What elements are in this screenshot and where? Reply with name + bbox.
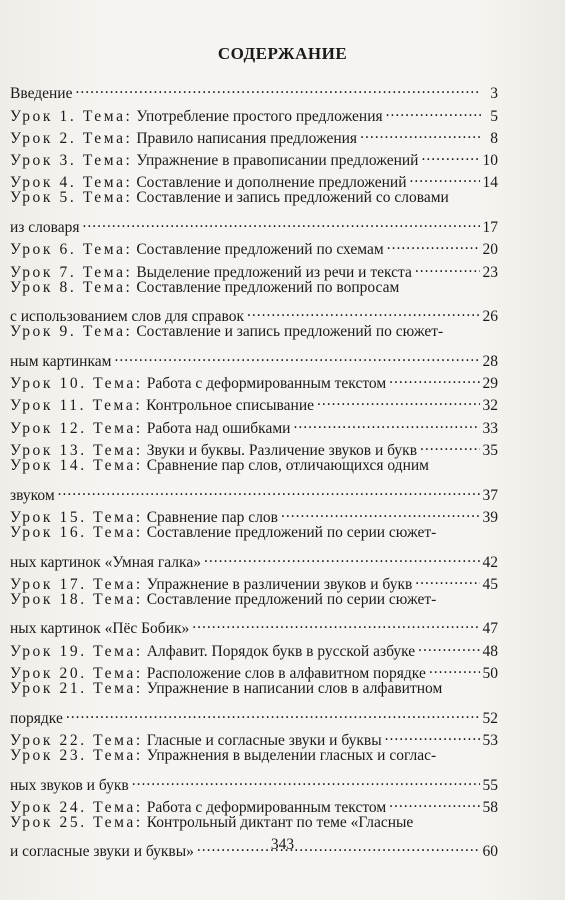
toc-topic-text: Правило написания предложения xyxy=(132,129,358,147)
toc-topic-text: Составление предложений по схемам xyxy=(132,241,384,259)
toc-page-number: 55 xyxy=(482,776,498,794)
toc-topic-text: порядке xyxy=(10,709,63,727)
toc-line xyxy=(10,277,498,299)
toc-topic-text: Звуки и буквы. Различение звуков и букв xyxy=(142,442,418,460)
toc-topic-text: Упражнение в различении звуков и букв xyxy=(142,575,413,593)
toc-entry-title xyxy=(10,812,413,834)
toc-topic-text: Составление и дополнение предложений xyxy=(132,174,407,192)
toc-topic-text: Составление предложений по вопросам xyxy=(132,278,400,296)
toc-line xyxy=(10,678,498,700)
toc-leader-dots xyxy=(418,633,479,655)
toc-page-number: 48 xyxy=(482,642,498,660)
toc-topic-text: Гласные и согласные звуки и буквы xyxy=(142,731,382,749)
toc-page-number: 23 xyxy=(482,263,498,281)
toc-page-number: 33 xyxy=(482,419,498,437)
page-title: СОДЕРЖАНИЕ xyxy=(217,44,348,63)
toc-entry-title xyxy=(10,775,129,797)
toc-lesson-number: Урок 7. Тема: xyxy=(10,263,133,281)
toc-line xyxy=(10,299,498,326)
toc-page-number: 52 xyxy=(482,709,498,727)
toc-page-number: 20 xyxy=(482,241,498,259)
toc-leader-dots xyxy=(420,433,479,455)
toc-line xyxy=(10,98,498,125)
toc-leader-dots xyxy=(204,544,480,566)
toc-leader-dots xyxy=(429,656,480,678)
toc-topic-text: Составление предложений по серии сюжет- xyxy=(142,590,437,608)
toc-entry-title xyxy=(10,618,189,640)
toc-lesson-number: Урок 18. Тема: xyxy=(10,590,143,608)
toc-topic-text: ных звуков и букв xyxy=(10,776,129,794)
toc-line xyxy=(10,700,498,727)
toc-page-number: 42 xyxy=(482,553,498,571)
toc-entry-title xyxy=(10,150,418,172)
toc-line xyxy=(10,76,498,103)
toc-line xyxy=(10,812,498,834)
toc-line xyxy=(10,589,498,611)
toc-line xyxy=(10,522,498,544)
toc-topic-text: Упражнения в выделении гласных и соглас- xyxy=(142,746,437,764)
toc-leader-dots xyxy=(385,723,480,745)
toc-leader-dots xyxy=(415,567,479,589)
toc-leader-dots xyxy=(132,767,480,789)
toc-lesson-number: Урок 16. Тема: xyxy=(10,523,143,541)
toc-page-number: 45 xyxy=(482,575,498,593)
toc-leader-dots xyxy=(75,76,481,98)
toc-lesson-number: Урок 1. Тема: xyxy=(10,107,133,125)
toc-line xyxy=(10,210,498,237)
toc-page-number: 26 xyxy=(482,308,498,326)
toc-page-number: 10 xyxy=(482,152,498,170)
toc-line xyxy=(10,344,498,370)
toc-topic-text: ных картинок «Умная галка» xyxy=(10,553,201,571)
toc-topic-text: Упражнение в правописании предложений xyxy=(132,152,419,170)
toc-lesson-number: Урок 5. Тема: xyxy=(10,189,133,207)
toc-topic-text: Составление и запись предложений по сюжет- xyxy=(132,323,444,341)
toc-leader-dots xyxy=(421,143,479,165)
toc-leader-dots xyxy=(58,477,480,499)
toc-line xyxy=(10,767,498,794)
toc-topic-text: Контрольное списывание xyxy=(142,397,315,415)
toc-lesson-number: Урок 19. Тема: xyxy=(10,642,143,660)
toc-line xyxy=(10,477,498,504)
toc-line xyxy=(10,455,498,477)
toc-entry-title xyxy=(10,418,290,440)
toc-leader-dots xyxy=(83,210,480,232)
toc-page-number: 47 xyxy=(482,620,498,638)
toc-lesson-number: Урок 21. Тема: xyxy=(10,680,143,698)
toc-leader-dots xyxy=(389,366,479,388)
toc-entry-title xyxy=(10,745,436,767)
toc-topic-text: Работа с деформированным текстом xyxy=(142,375,387,393)
toc-page-number: 32 xyxy=(482,397,498,415)
toc-entry-title xyxy=(10,351,111,373)
toc-topic-text: с использованием слов для справок xyxy=(10,308,244,326)
toc-page-number: 37 xyxy=(482,486,498,504)
toc-entry-title xyxy=(10,589,436,611)
toc-topic-text: Составление и запись предложений со словами xyxy=(132,189,449,207)
toc-page-number: 60 xyxy=(482,843,498,861)
toc-topic-text: Составление предложений по серии сюжет- xyxy=(142,523,437,541)
toc-topic-text: Выделение предложений из речи и текста xyxy=(132,263,412,281)
toc-line xyxy=(10,723,498,749)
toc-topic-text: Сравнение пар слов xyxy=(142,508,278,526)
toc-entry-title xyxy=(10,455,429,477)
toc-line xyxy=(10,321,498,343)
toc-leader-dots xyxy=(415,254,480,276)
toc-page-number: 28 xyxy=(482,352,498,370)
toc-entry-title xyxy=(10,485,55,507)
toc-lesson-number: Урок 15. Тема: xyxy=(10,508,143,526)
toc-topic-text: Введение xyxy=(10,85,73,103)
toc-topic-text: Контрольный диктант по теме «Гласные xyxy=(142,813,414,831)
toc-topic-text: Расположение слов в алфавитном порядке xyxy=(142,665,426,683)
toc-leader-dots xyxy=(386,98,481,120)
toc-line xyxy=(10,500,498,526)
toc-leader-dots xyxy=(360,121,481,143)
toc-page-number: 39 xyxy=(482,508,498,526)
toc-topic-text: Алфавит. Порядок букв в русской азбуке xyxy=(142,642,416,660)
toc-page-number: 8 xyxy=(490,129,498,147)
toc-leader-dots xyxy=(389,790,479,812)
toc-entry-title xyxy=(10,217,80,239)
toc-lesson-number: Урок 14. Тема: xyxy=(10,457,143,475)
toc-topic-text: Упражнение в написании слов в алфавитном xyxy=(142,680,443,698)
toc-leader-dots xyxy=(317,388,479,410)
toc-lesson-number: Урок 17. Тема: xyxy=(10,575,143,593)
toc-entry-title xyxy=(10,277,399,299)
toc-entry-title xyxy=(10,641,415,663)
toc-lesson-number: Урок 12. Тема: xyxy=(10,419,143,437)
toc-line xyxy=(10,745,498,767)
toc-entry-title xyxy=(10,522,436,544)
toc-entry-title xyxy=(10,83,72,105)
toc-line xyxy=(10,232,498,259)
toc-lesson-number: Урок 6. Тема: xyxy=(10,241,133,259)
toc-topic-text: из словаря xyxy=(10,219,80,237)
toc-entry-title xyxy=(10,239,384,261)
toc-lesson-number: Урок 9. Тема: xyxy=(10,323,133,341)
toc-leader-dots xyxy=(66,700,480,722)
toc-leader-dots xyxy=(410,165,480,187)
toc-entry-title xyxy=(10,552,201,574)
page-number: 343 xyxy=(270,836,295,853)
toc-topic-text: Работа над ошибками xyxy=(142,419,291,437)
toc-entry-title xyxy=(10,708,63,730)
toc-topic-text: Сравнение пар слов, отличающихся одним xyxy=(142,457,429,475)
toc-line xyxy=(10,544,498,571)
toc-lesson-number: Урок 20. Тема: xyxy=(10,665,143,683)
toc-page-number: 35 xyxy=(482,442,498,460)
toc-topic-text: и согласные звуки и буквы» xyxy=(10,843,194,861)
toc-lesson-number: Урок 24. Тема: xyxy=(10,798,143,816)
toc-line xyxy=(10,187,498,209)
toc-page-number: 17 xyxy=(482,219,498,237)
toc-lesson-number: Урок 8. Тема: xyxy=(10,278,133,296)
toc-lesson-number: Урок 22. Тема: xyxy=(10,731,143,749)
toc-entry-title xyxy=(10,395,314,417)
toc-topic-text: Употребление простого предложения xyxy=(132,107,383,125)
toc-page-number: 5 xyxy=(490,107,498,125)
toc-page-number: 14 xyxy=(482,174,498,192)
toc-lesson-number: Урок 4. Тема: xyxy=(10,174,133,192)
toc-lesson-number: Урок 3. Тема: xyxy=(10,152,133,170)
toc-leader-dots xyxy=(281,500,480,522)
toc-entry-title xyxy=(10,321,443,343)
toc-leader-dots xyxy=(293,410,479,432)
toc-lesson-number: Урок 23. Тема: xyxy=(10,746,143,764)
toc-lesson-number: Урок 13. Тема: xyxy=(10,442,143,460)
toc-entry-title xyxy=(10,106,383,128)
toc-line xyxy=(10,611,498,638)
toc-entry-title xyxy=(10,187,449,209)
toc-page-number: 50 xyxy=(482,665,498,683)
toc-topic-text: звуком xyxy=(10,486,55,504)
toc-lesson-number: Урок 25. Тема: xyxy=(10,813,143,831)
toc-leader-dots xyxy=(247,299,480,321)
toc-page-number: 58 xyxy=(482,798,498,816)
toc-topic-text: ных картинок «Пёс Бобик» xyxy=(10,620,190,638)
toc-page-number: 3 xyxy=(490,85,498,103)
toc-lesson-number: Урок 11. Тема: xyxy=(10,397,143,415)
toc-topic-text: Работа с деформированным текстом xyxy=(142,798,387,816)
toc-page-number: 53 xyxy=(482,731,498,749)
toc-entry-title xyxy=(10,128,357,150)
toc-leader-dots xyxy=(387,232,480,254)
table-of-contents xyxy=(10,76,498,861)
toc-page-number: 29 xyxy=(482,375,498,393)
toc-leader-dots xyxy=(114,344,479,366)
toc-leader-dots xyxy=(192,611,479,633)
toc-lesson-number: Урок 2. Тема: xyxy=(10,129,133,147)
toc-topic-text: ным картинкам xyxy=(10,352,112,370)
toc-lesson-number: Урок 10. Тема: xyxy=(10,375,143,393)
toc-entry-title xyxy=(10,678,442,700)
